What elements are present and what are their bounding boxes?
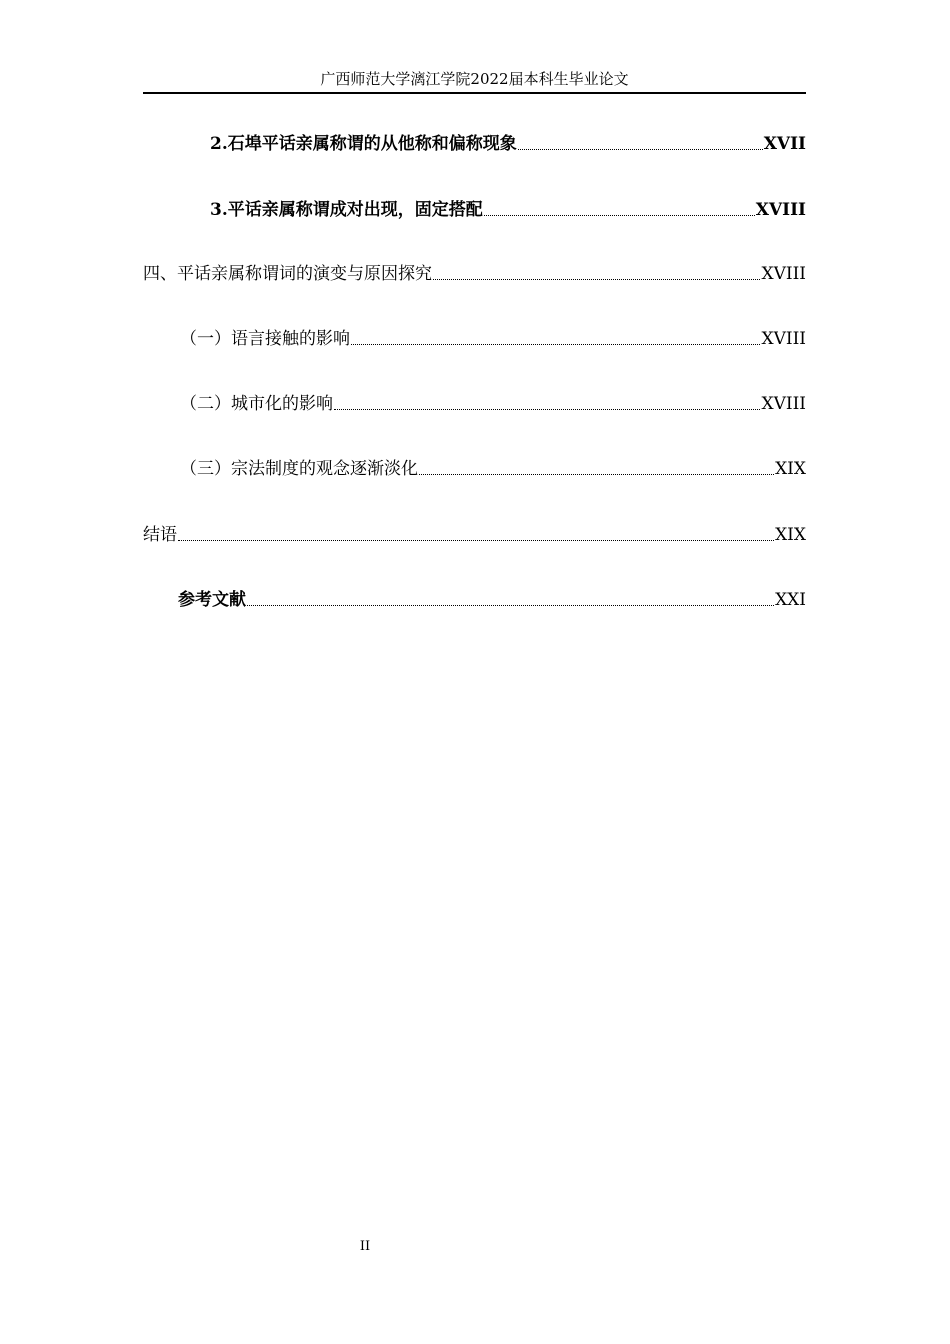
toc-entry-page: XVIII: [761, 329, 806, 349]
toc-leader-dots: [334, 393, 760, 415]
toc-entry-title: 3.平话亲属称谓成对出现，固定搭配: [210, 200, 483, 220]
toc-leader-dots: [247, 589, 774, 611]
toc-entry[interactable]: [143, 518, 806, 546]
toc-entry-page: XIX: [775, 525, 806, 545]
toc-entry-page: XIX: [775, 459, 806, 479]
toc-entry-title: （一）语言接触的影响: [180, 329, 350, 349]
toc-entry-page: XVII: [763, 134, 806, 154]
toc-entry-page: XVIII: [755, 200, 806, 220]
toc-entry[interactable]: [210, 193, 806, 221]
toc-entry-title: （三）宗法制度的观念逐渐淡化: [180, 459, 418, 479]
toc-entry-title: 四、平话亲属称谓词的演变与原因探究: [143, 264, 432, 284]
toc-entry-title: 2.石埠平话亲属称谓的从他称和偏称现象: [210, 134, 517, 154]
toc-entry-page: XVIII: [761, 394, 806, 414]
toc-entry[interactable]: [210, 127, 806, 155]
page-number: II: [359, 1239, 371, 1254]
toc-entry-title: （二）城市化的影响: [180, 394, 333, 414]
toc-entry[interactable]: [180, 387, 806, 415]
toc-leader-dots: [518, 133, 763, 155]
toc-entry[interactable]: [143, 257, 806, 285]
page-header: 广西师范大学漓江学院2022届本科生毕业论文: [320, 70, 629, 88]
toc-entry[interactable]: [180, 322, 806, 350]
toc-leader-dots: [484, 199, 755, 221]
toc-entry-title: 结语: [143, 525, 177, 545]
toc-leader-dots: [419, 458, 774, 480]
toc-entry-title: 参考文献: [178, 590, 246, 610]
toc-entry[interactable]: [178, 583, 806, 611]
toc-entry-page: XVIII: [761, 264, 806, 284]
toc-entry-page: XXI: [775, 590, 806, 610]
toc-leader-dots: [433, 263, 760, 285]
toc-entry[interactable]: [180, 452, 806, 480]
toc-leader-dots: [178, 524, 774, 546]
header-rule: [143, 92, 806, 94]
toc-leader-dots: [351, 328, 760, 350]
